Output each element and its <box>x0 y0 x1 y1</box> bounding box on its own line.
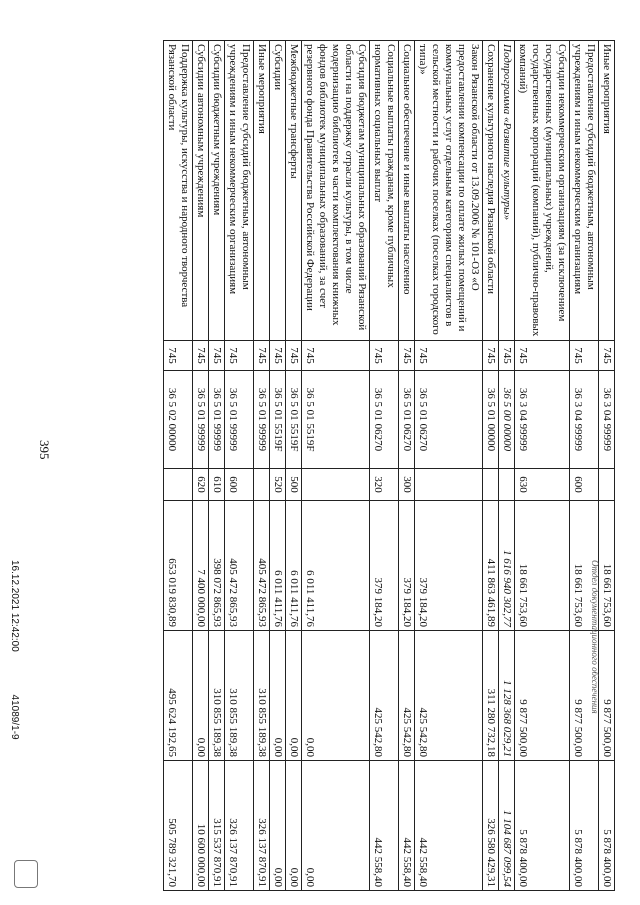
row-grbs: 745 <box>286 341 302 371</box>
row-value-2022: 18 661 753,60 <box>570 501 599 631</box>
row-name: Закон Рязанской области от 13.09.2006 № 101-ОЗ «О предоставлении компенсации по оплате жилых помещений и коммунальных услуг отдельным категориям специалистов в сельской местности и рабочих поселках (поселках городского типа)» <box>415 41 483 341</box>
row-vr: 620 <box>193 469 209 501</box>
row-value-2022: 653 019 830,89 <box>164 501 193 631</box>
row-value-2023: 311 280 732,18 <box>483 631 499 761</box>
row-vr: 320 <box>370 469 399 501</box>
row-value-2022: 6 011 411,76 <box>270 501 286 631</box>
table-row <box>254 41 270 891</box>
row-code: 36 3 04 99999 <box>570 371 599 469</box>
row-value-2024: 5 878 400,00 <box>515 761 570 891</box>
row-name: Иные мероприятия <box>254 41 270 341</box>
row-value-2023: 310 855 189,38 <box>254 631 270 761</box>
row-name: Межбюджетные трансферты <box>286 41 302 341</box>
table-row <box>483 41 499 891</box>
row-vr <box>415 469 483 501</box>
row-value-2022: 18 661 753,60 <box>599 501 615 631</box>
row-vr: 630 <box>515 469 570 501</box>
row-vr <box>254 469 270 501</box>
table-row <box>370 41 399 891</box>
row-value-2023: 0,00 <box>193 631 209 761</box>
row-vr <box>483 469 499 501</box>
page-number: 395 <box>37 440 52 460</box>
row-name: Субсидии бюджетным учреждениям <box>209 41 225 341</box>
row-code: 36 5 01 06270 <box>399 371 415 469</box>
row-value-2023: 0,00 <box>270 631 286 761</box>
row-name: Подпрограмма «Развитие культуры» <box>499 41 515 341</box>
row-name: Субсидия бюджетам муниципальных образований Рязанской области на поддержку отрасли культуры, в том числе модернизацию библиотек в части комплектования книжных фондов библиотек муниципальных образований, за счет резервного фонда Правительства Российской Федерации <box>302 41 370 341</box>
row-value-2024: 0,00 <box>302 761 370 891</box>
row-code: 36 5 01 5519F <box>270 371 286 469</box>
row-value-2023: 310 855 189,38 <box>225 631 254 761</box>
row-grbs: 745 <box>302 341 370 371</box>
department-stamp: Отдел документационного обеспечения <box>590 560 600 714</box>
table-row <box>399 41 415 891</box>
row-value-2022: 1 616 940 302,77 <box>499 501 515 631</box>
row-value-2022: 405 472 865,93 <box>225 501 254 631</box>
table-row <box>270 41 286 891</box>
row-grbs: 745 <box>193 341 209 371</box>
row-name: Иные мероприятия <box>599 41 615 341</box>
row-grbs: 745 <box>415 341 483 371</box>
budget-table-rotated <box>163 40 615 890</box>
row-vr: 500 <box>286 469 302 501</box>
row-name: Социальное обеспечение и иные выплаты населению <box>399 41 415 341</box>
row-code: 36 5 01 99999 <box>225 371 254 469</box>
table-row <box>599 41 615 891</box>
row-value-2023: 425 542,80 <box>370 631 399 761</box>
row-vr: 600 <box>225 469 254 501</box>
row-value-2024: 1 104 687 099,54 <box>499 761 515 891</box>
emblem-icon <box>14 860 38 888</box>
row-code: 36 5 01 00000 <box>483 371 499 469</box>
row-value-2023: 9 877 500,00 <box>599 631 615 761</box>
row-name: Субсидии некоммерческим организациям (за исключением государственных (муниципальных) учреждений, государственных корпораций (компаний), публично-правовых компаний) <box>515 41 570 341</box>
row-name: Поддержка культуры, искусства и народного творчества Рязанской области <box>164 41 193 341</box>
row-value-2024: 326 580 429,31 <box>483 761 499 891</box>
row-vr <box>302 469 370 501</box>
table-row <box>499 41 515 891</box>
row-code: 36 5 01 5519F <box>286 371 302 469</box>
row-grbs: 745 <box>270 341 286 371</box>
row-grbs: 745 <box>254 341 270 371</box>
row-grbs: 745 <box>599 341 615 371</box>
row-value-2024: 326 137 870,91 <box>225 761 254 891</box>
row-value-2023: 310 855 189,38 <box>209 631 225 761</box>
row-value-2023: 425 542,80 <box>415 631 483 761</box>
table-row <box>225 41 254 891</box>
row-value-2022: 18 661 753,60 <box>515 501 570 631</box>
row-value-2024: 505 789 321,70 <box>164 761 193 891</box>
table-row <box>209 41 225 891</box>
row-vr: 610 <box>209 469 225 501</box>
row-name: Субсидии <box>270 41 286 341</box>
row-grbs: 745 <box>483 341 499 371</box>
row-grbs: 745 <box>499 341 515 371</box>
table-row <box>193 41 209 891</box>
row-value-2024: 0,00 <box>286 761 302 891</box>
table-row <box>302 41 370 891</box>
footer <box>9 560 20 900</box>
table-row <box>164 41 193 891</box>
row-value-2024: 442 558,40 <box>415 761 483 891</box>
row-name: Предоставление субсидий бюджетным, автономным учреждениям и иным некоммерческим организациям <box>225 41 254 341</box>
row-grbs: 745 <box>370 341 399 371</box>
row-grbs: 745 <box>209 341 225 371</box>
budget-table <box>163 40 615 891</box>
row-vr <box>499 469 515 501</box>
row-value-2024: 0,00 <box>270 761 286 891</box>
row-value-2022: 7 400 000,00 <box>193 501 209 631</box>
row-name: Социальные выплаты гражданам, кроме публичных нормативных социальных выплат <box>370 41 399 341</box>
row-name: Сохранение культурного наследия Рязанской области <box>483 41 499 341</box>
row-name: Субсидии автономным учреждениям <box>193 41 209 341</box>
footer-doc-id: 41089/1-9 <box>9 694 20 740</box>
row-grbs: 745 <box>570 341 599 371</box>
row-code: 36 5 01 99999 <box>209 371 225 469</box>
row-grbs: 745 <box>515 341 570 371</box>
row-grbs: 745 <box>399 341 415 371</box>
row-grbs: 745 <box>164 341 193 371</box>
row-code: 36 5 00 00000 <box>499 371 515 469</box>
row-grbs: 745 <box>225 341 254 371</box>
row-value-2024: 315 537 870,91 <box>209 761 225 891</box>
row-value-2022: 6 011 411,76 <box>286 501 302 631</box>
row-code: 36 5 02 00000 <box>164 371 193 469</box>
table-row <box>415 41 483 891</box>
row-value-2022: 379 184,20 <box>415 501 483 631</box>
row-vr <box>599 469 615 501</box>
row-value-2024: 326 137 870,91 <box>254 761 270 891</box>
table-row <box>515 41 570 891</box>
row-value-2023: 0,00 <box>286 631 302 761</box>
row-value-2023: 9 877 500,00 <box>515 631 570 761</box>
row-code: 36 3 04 99999 <box>515 371 570 469</box>
row-code: 36 5 01 99999 <box>193 371 209 469</box>
row-value-2023: 425 542,80 <box>399 631 415 761</box>
row-value-2022: 379 184,20 <box>399 501 415 631</box>
row-value-2024: 5 878 400,00 <box>599 761 615 891</box>
row-vr: 300 <box>399 469 415 501</box>
row-code: 36 5 01 5519F <box>302 371 370 469</box>
row-code: 36 5 01 06270 <box>415 371 483 469</box>
row-name: Предоставление субсидий бюджетным, автономным учреждениям и иным некоммерческим организациям <box>570 41 599 341</box>
row-value-2024: 442 558,40 <box>399 761 415 891</box>
row-code: 36 5 01 99999 <box>254 371 270 469</box>
row-code: 36 5 01 06270 <box>370 371 399 469</box>
row-value-2023: 495 624 192,65 <box>164 631 193 761</box>
row-value-2023: 0,00 <box>302 631 370 761</box>
row-code: 36 3 04 99999 <box>599 371 615 469</box>
row-vr <box>164 469 193 501</box>
row-vr: 520 <box>270 469 286 501</box>
footer-timestamp: 16.12.2021 12:42:00 <box>9 560 20 652</box>
row-vr: 600 <box>570 469 599 501</box>
row-value-2022: 405 472 865,93 <box>254 501 270 631</box>
row-value-2022: 398 072 865,93 <box>209 501 225 631</box>
row-value-2024: 10 600 000,00 <box>193 761 209 891</box>
row-value-2023: 9 877 500,00 <box>570 631 599 761</box>
row-value-2023: 1 128 368 029,21 <box>499 631 515 761</box>
table-row <box>570 41 599 891</box>
row-value-2024: 5 878 400,00 <box>570 761 599 891</box>
row-value-2022: 6 011 411,76 <box>302 501 370 631</box>
row-value-2022: 379 184,20 <box>370 501 399 631</box>
row-value-2024: 442 558,40 <box>370 761 399 891</box>
table-row <box>286 41 302 891</box>
row-value-2022: 411 863 461,89 <box>483 501 499 631</box>
